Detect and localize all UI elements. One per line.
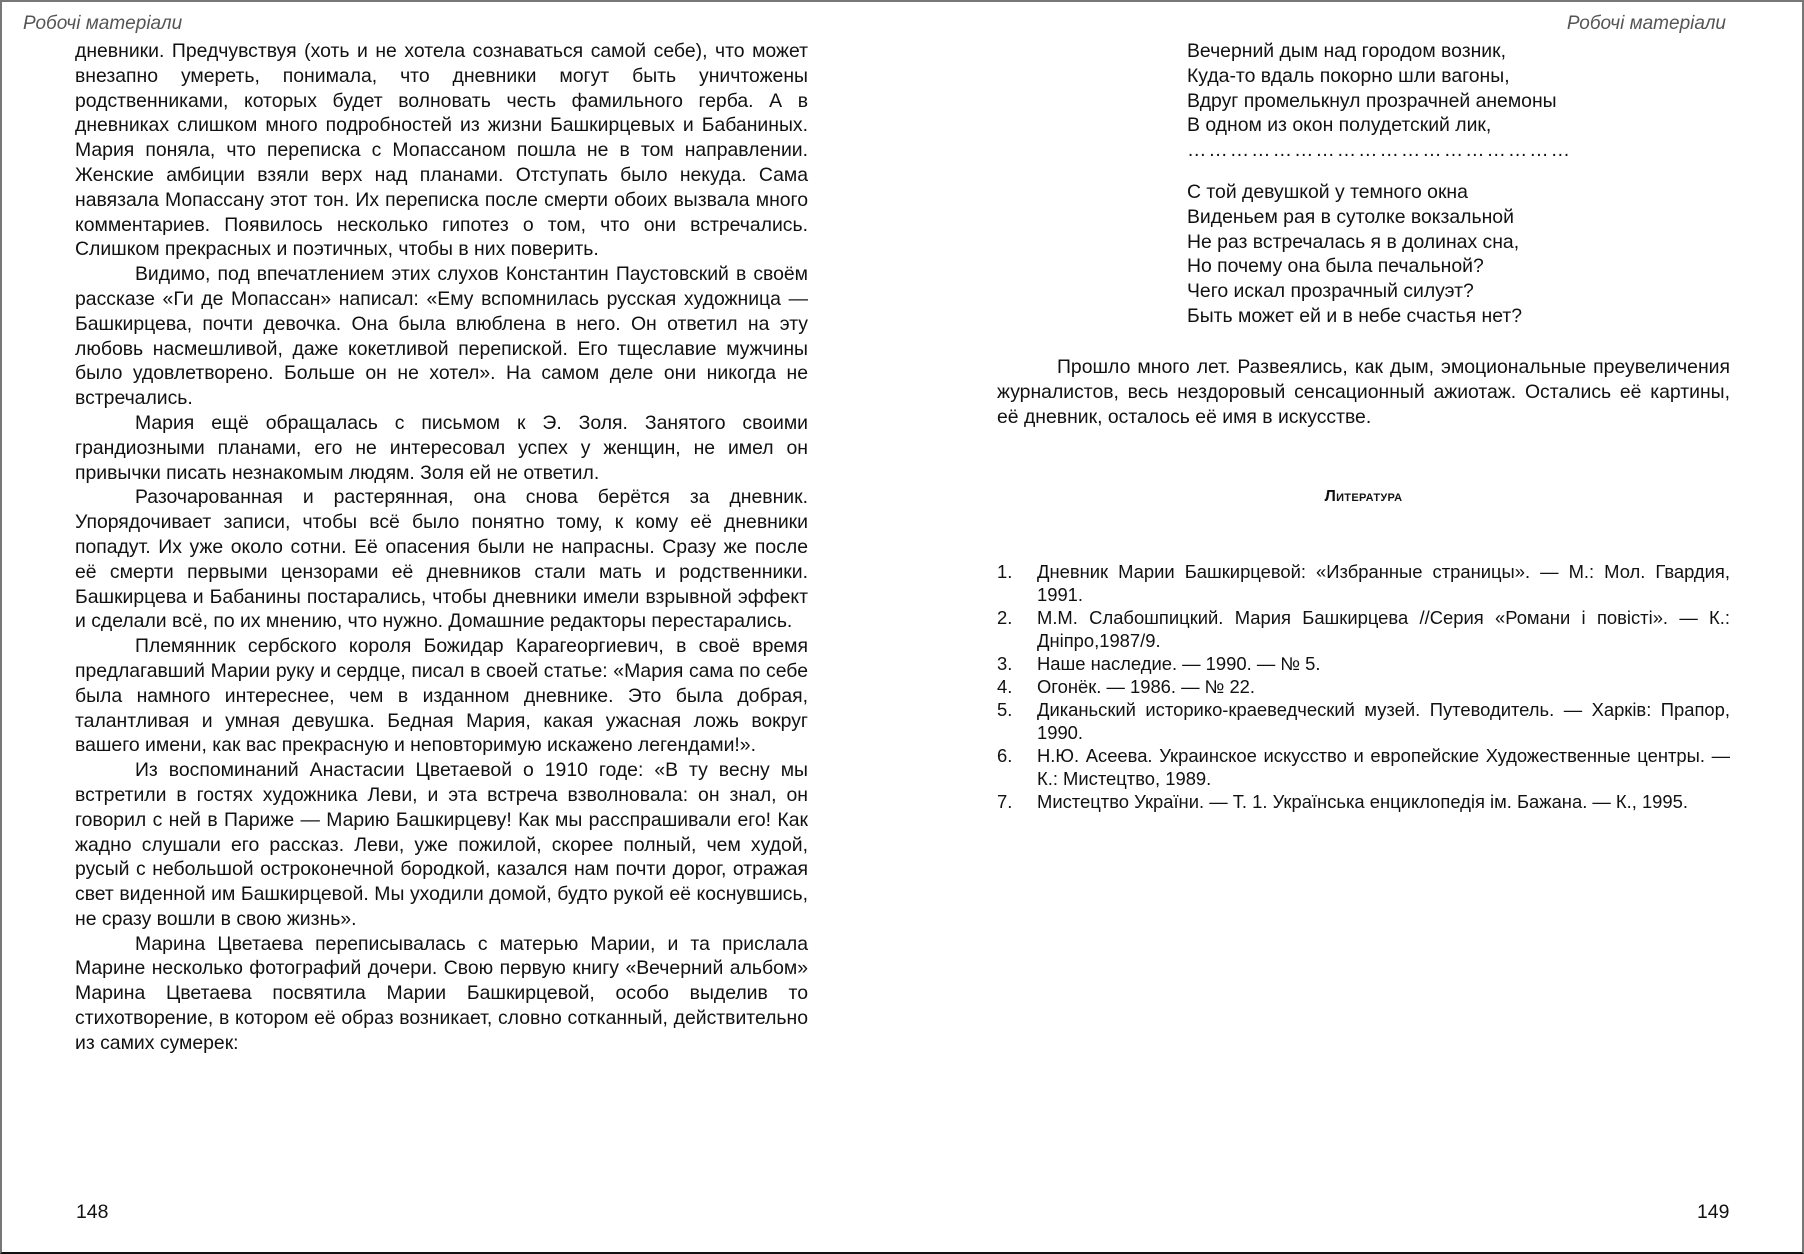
poem-line: Вдруг промелькнул прозрачней анемоны [1187,89,1557,112]
poem-line: Но почему она была печальной? [1187,255,1484,278]
paragraph: Разочарованная и растерянная, она снова берётся за дневник. Упорядочивает записи, чтобы всё было понятно тому, к кому её дневники попадут. Их уже около сотни. Её опасения были не напрасны. Сразу же после её смерти первыми цензорами её дневников стали мать и родственники. Башкирцева и Бабанины постарались, чтобы дневники имели взрывной эффект и сделали всё, по их мнению, что нужно. Домашние редакторы перестарались. [75,486,808,633]
reference-number: 4. [997,676,1013,697]
paragraph: Из воспоминаний Анастасии Цветаевой о 1910 годе: «В ту весну мы встретили в гостях художника Леви, и эта встреча взволновала: он знал, он говорил с ней в Париже — Марию Башкирцеву! Как мы расспрашивали его! Как жадно слушали его рассказ. Леви, уже пожилой, скорее полный, чем худой, русый с небольшой остроконечной бородкой, казался нам почти дорог, отражая свет виденной им Башкирцевой. Мы уходили домой, будто рукой её коснувшись, не сразу вошли в свою жизнь». [75,759,808,930]
poem-stanza-2 [1187,180,1572,329]
poem-line: Вечерний дым над городом возник, [1187,40,1507,62]
reference-item [997,675,1730,698]
reference-text: Н.Ю. Асеева. Украинское искусство и европейские Художественные центры. — К.: Мистецтво, 1989. [1037,745,1730,789]
poem-line: С той девушкой у темного окна [1187,180,1468,203]
paragraph: Видимо, под впечатлением этих слухов Константин Паустовский в своём рассказе «Ги де Мопассан» написал: «Ему вспомнилась русская художница — Башкирцева, почти девочка. Она была влюблена в него. Он ответил на эту любовь насмешливой, даже кокетливой перепиской. Его тщеславие мужчины было удовлетворено. Больше он не хотел». На самом деле они никогда не встречались. [75,263,808,410]
reference-number: 2. [997,607,1013,628]
page-number-right: 149 [1697,1201,1730,1223]
reference-number: 5. [997,699,1013,720]
reference-item [997,652,1730,675]
running-head-right: Робочі матеріали [1566,13,1726,34]
paragraph: Мария ещё обращалась с письмом к Э. Золя. Занятого своими грандиозными планами, его не интересовал успех у женщин, не имел он привычки писать незнакомым людям. Золя ей не ответил. [75,411,808,484]
poem [1187,39,1572,329]
reference-number: 3. [997,653,1013,674]
poem-line: Куда-то вдаль покорно шли вагоны, [1187,64,1510,87]
reference-text: Мистецтво України. — Т. 1. Українська енциклопедія ім. Бажана. — К., 1995. [1037,791,1688,812]
poem-ellipsis: ……………………………………………… [1187,139,1573,162]
closing-paragraph: Прошло много лет. Развеялись, как дым, эмоциональные преувеличения журналистов, весь нездоровый сенсационный ажиотаж. Остались её картины, её дневник, осталось её имя в искусстве. [997,356,1730,428]
page-number-left: 148 [76,1201,109,1223]
reference-text: Диканьский историко-краеведческий музей. Путеводитель. — Харків: Прапор, 1990. [1037,699,1730,743]
paragraph: Племянник сербского короля Божидар Карагеоргиевич, в своё время предлагавший Марии руку и сердце, писал в своей статье: «Мария сама по себе была намного интереснее, чем в изданном дневнике. Это была добрая, талантливая и умная девушка. Бедная Мария, какая ужасная ложь вокруг вашего имени, как вас прекрасную и неповторимую искажено легендами!». [75,635,808,757]
poem-stanza-1 [1187,39,1572,138]
reference-number: 7. [997,791,1013,812]
poem-line: В одном из окон полудетский лик, [1187,114,1492,137]
reference-item [997,698,1730,744]
reference-item [997,790,1730,813]
reference-number: 6. [997,745,1013,766]
reference-text: Дневник Марии Башкирцевой: «Избранные страницы». — М.: Мол. Гвардия, 1991. [1037,561,1730,605]
paragraph: Марина Цветаева переписывалась с матерью Марии, и та прислала Марине несколько фотографий дочери. Свою первую книгу «Вечерний альбом» Марина Цветаева посвятила Марии Башкирцевой, особо выделив то стихотворение, в котором её образ возникает, словно сотканный, действительно из самих сумерек: [75,932,808,1054]
reference-text: М.М. Слабошпицкий. Мария Башкирцева //Серия «Романи і повісті». — К.: Дніпро,1987/9. [1037,607,1730,651]
reference-number: 1. [997,561,1013,582]
left-page-body [75,39,808,1056]
reference-item [997,744,1730,790]
reference-item [997,606,1730,652]
reference-text: Огонёк. — 1986. — № 22. [1037,676,1256,697]
running-head-left: Робочі матеріали [23,13,183,34]
references-heading: Литература [1324,488,1403,505]
poem-line: Чего искал прозрачный силуэт? [1187,280,1474,303]
reference-text: Наше наследие. — 1990. — № 5. [1037,653,1321,674]
reference-item [997,560,1730,606]
poem-line: Быть может ей и в небе счастья нет? [1187,304,1522,327]
references-list [997,560,1730,813]
poem-line: Не раз встречалась я в долинах сна, [1187,230,1520,253]
poem-line: Виденьем рая в сутолке вокзальной [1187,205,1514,228]
closing-paragraph-block [997,355,1730,429]
paragraph: дневники. Предчувствуя (хоть и не хотела сознаваться самой себе), что может внезапно умереть, понимала, что дневники могут быть уничтожены родственниками, которых будет волновать честь фамильного герба. А в дневниках слишком много подробностей из жизни Башкирцевых и Бабаниных. Мария поняла, что переписка с Мопассаном пошла не в том направлении. Женские амбиции взяли верх над планами. Отступать было некуда. Сама навязала Мопассану этот тон. Их переписка после смерти обоих вызвала много комментариев. Появилось несколько гипотез о том, что они встречались. Слишком прекрасных и поэтичных, чтобы в них поверить. [75,40,808,261]
